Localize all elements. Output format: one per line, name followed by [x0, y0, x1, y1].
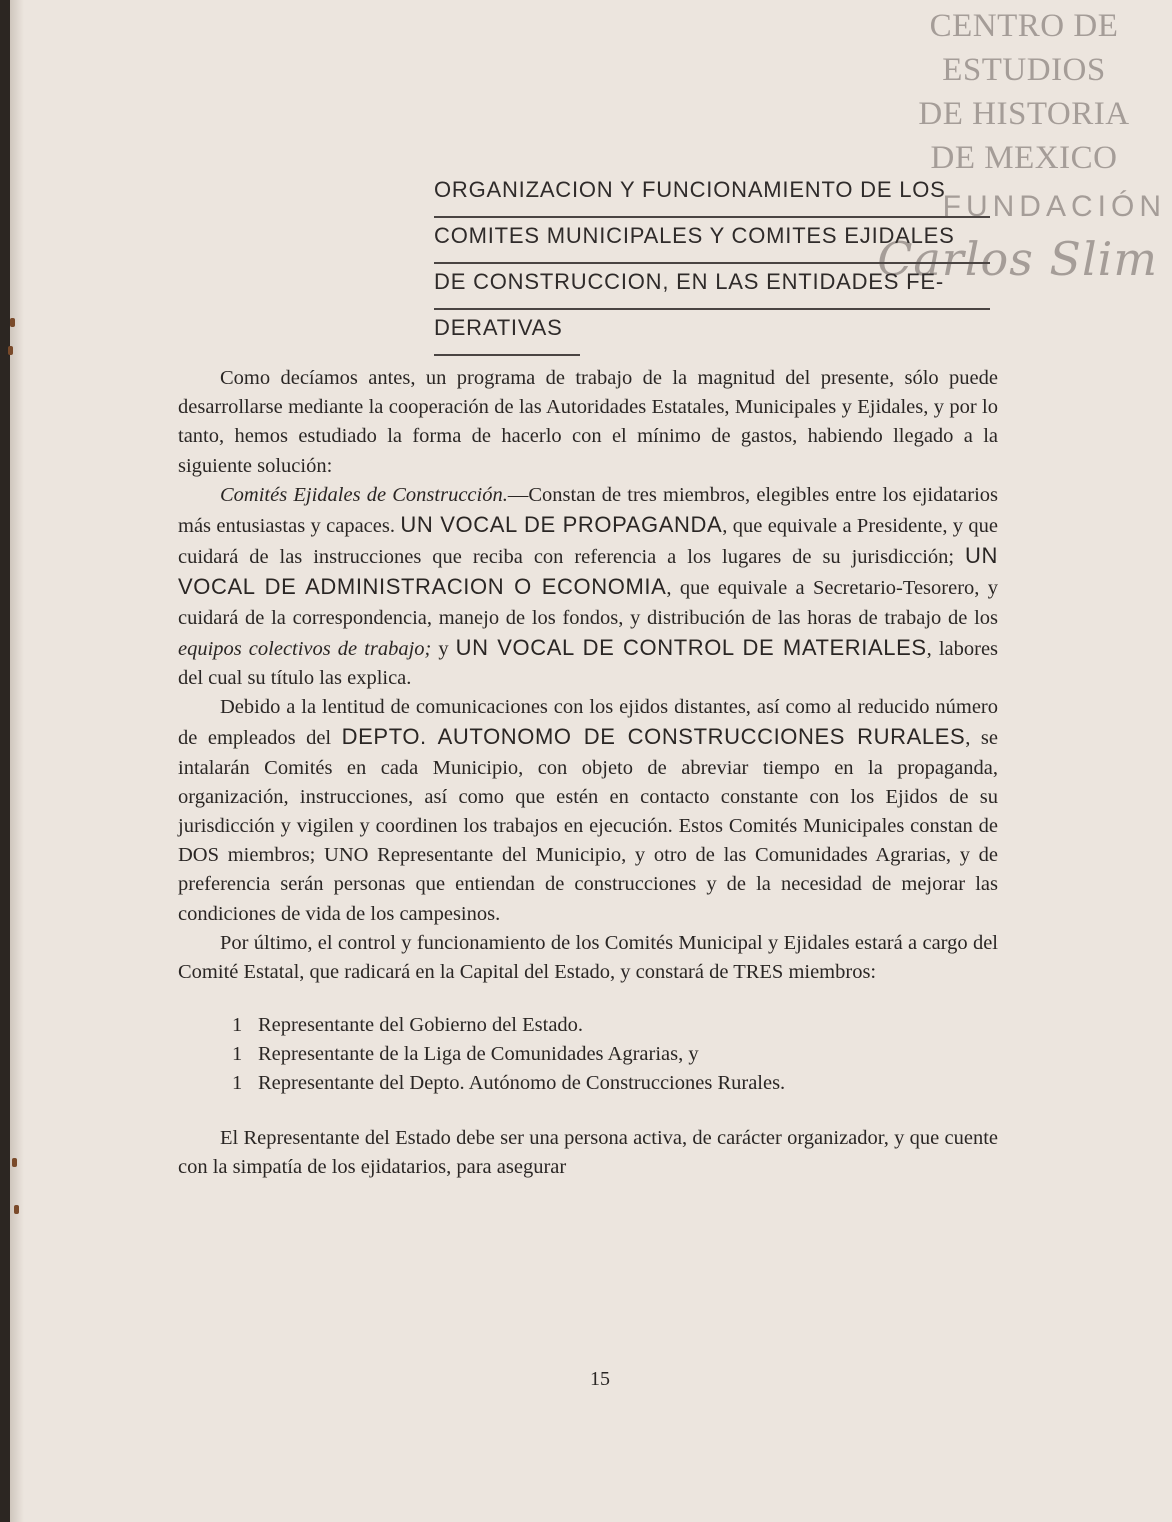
text-run: —Constan de tres miembros, elegibles entre los ejidatarios más entusiastas y capaces. — [178, 483, 998, 538]
paper-speck — [8, 346, 13, 355]
inline-heading: Comités Ejidales de Construcción. — [220, 483, 508, 506]
caps-run: UN VOCAL DE ADMINISTRACION O ECONOMIA — [178, 543, 999, 600]
paragraph-intro: Como decíamos antes, un programa de trabajo de la magnitud del presente, sólo puede desarrollarse mediante la cooperación de las Autoridades Estatales, Municipales y Ejidales, y por lo tanto, hemos estudiado la forma de hacerlo con el mínimo de gastos, habiendo llegado a la siguiente solución: — [178, 367, 998, 477]
title-line: DE CONSTRUCCION, EN LAS ENTIDADES FE- — [434, 264, 990, 310]
text-run: , que equivale a Presidente, y que cuidará de las instrucciones que reciba con referencia a los lugares de su jurisdicción; — [178, 515, 999, 569]
text-run: y — [438, 637, 449, 660]
title-line: DERATIVAS — [434, 315, 563, 340]
paragraph-state-representative: El Representante del Estado debe ser una persona activa, de carácter organizador, y que cuente con la simpatía de los ejidatarios, para asegurar — [178, 1127, 998, 1179]
list-number: 1 — [232, 1072, 243, 1095]
list-text: Representante de la Liga de Comunidades Agrarias, y — [258, 1043, 699, 1066]
caps-run: DEPTO. AUTONOMO DE CONSTRUCCIONES RURALES — [341, 724, 966, 750]
paragraph-municipal-committees — [178, 693, 998, 929]
paragraph-state-committee: Por último, el control y funcionamiento de los Comités Municipal y Ejidales estará a cargo del Comité Estatal, que radicará en la Capital del Estado, y constará de TRES miembros: — [178, 931, 998, 984]
italic-run: equipos colectivos de trabajo; — [178, 637, 432, 660]
members-list — [232, 1011, 998, 1098]
title-line: ORGANIZACION Y FUNCIONAMIENTO DE LOS — [434, 172, 990, 218]
page-number: 15 — [590, 1368, 610, 1390]
archive-watermark — [904, 4, 1144, 180]
binding-edge — [0, 0, 10, 1522]
caps-run: UN VOCAL DE PROPAGANDA — [400, 512, 723, 538]
text-run: Debido a la lentitud de comunicaciones con los ejidos distantes, así como al reducido número de empleados del — [178, 696, 998, 750]
title-line: COMITES MUNICIPALES Y COMITES EJIDALES — [434, 218, 990, 264]
list-item — [232, 1011, 998, 1040]
title-underline — [434, 354, 580, 356]
list-number: 1 — [232, 1014, 243, 1037]
text-run: , que equivale a Secretario-Tesorero, y cuidará de la correspondencia, manejo de los fondos, y distribución de las horas de trabajo de los — [178, 577, 998, 629]
section-title — [434, 172, 990, 356]
paragraph-ejidal-committees — [178, 481, 998, 693]
body-text — [178, 364, 998, 1183]
watermark-signature: Carlos Slim — [877, 232, 1158, 286]
watermark-fundacion: FUNDACIÓN — [942, 190, 1166, 223]
watermark-line: CENTRO DE — [929, 8, 1119, 44]
list-text: Representante del Gobierno del Estado. — [258, 1014, 584, 1037]
list-item — [232, 1040, 998, 1069]
caps-run: UN VOCAL DE CONTROL DE MATERIALES — [455, 634, 927, 660]
list-text: Representante del Depto. Autónomo de Construcciones Rurales. — [258, 1072, 786, 1095]
paper-speck — [14, 1205, 19, 1214]
text-run: , se intalarán Comités en cada Municipio, con objeto de abreviar tiempo en la propaganda, organización, instrucciones, así como que estén en contacto constante con los Ejidos de su jurisdicción y vigilen y coordinen los trabajos en ejecución. Estos Comités Municipales constan de DOS miembros; UNO Representante del Municipio, y otro de las Comunidades Agrarias, y de preferencia serán personas que entiendan de construcciones y de la necesidad de mejorar las condiciones de vida de los campesinos. — [178, 727, 998, 925]
watermark-line: DE MEXICO — [930, 140, 1118, 176]
paper-speck — [12, 1158, 17, 1167]
spacer — [178, 1098, 998, 1124]
watermark-line: DE HISTORIA — [918, 96, 1130, 132]
binding-shadow — [10, 0, 24, 1522]
text-run: , labores del cual su título las explica. — [178, 637, 999, 690]
paper-speck — [10, 318, 15, 327]
watermark-line: ESTUDIOS — [942, 52, 1106, 88]
list-item — [232, 1069, 998, 1098]
list-number: 1 — [232, 1043, 243, 1066]
